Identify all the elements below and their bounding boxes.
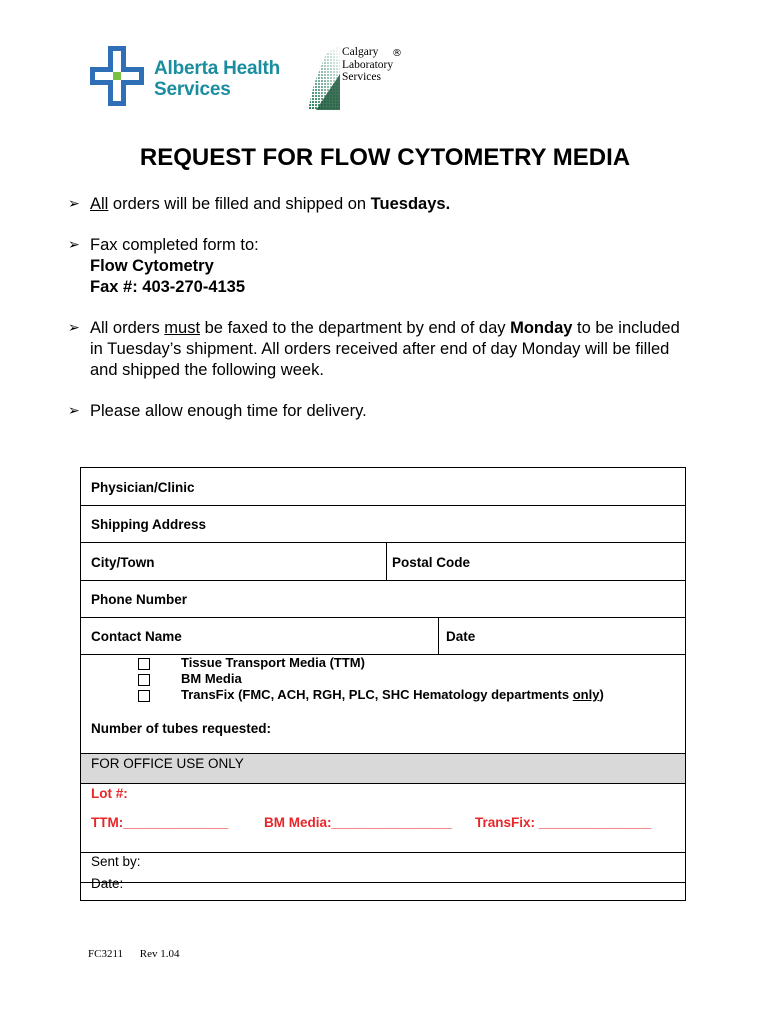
ttm-field[interactable]: TTM:______________ <box>91 815 229 830</box>
ahs-cross-icon <box>90 46 144 106</box>
transfix-checkbox[interactable] <box>138 690 150 702</box>
bm-media-checkbox[interactable] <box>138 674 150 686</box>
bullet-text <box>90 235 690 298</box>
sent-by-row[interactable] <box>81 853 685 883</box>
ttm-checkbox[interactable] <box>138 658 150 670</box>
emphasis-must: must <box>164 319 201 337</box>
date-label: Date <box>446 629 476 644</box>
ahs-line1: Alberta Health <box>154 58 281 79</box>
transfix-label <box>181 687 604 703</box>
registered-mark: ® <box>392 48 402 59</box>
phone-row[interactable] <box>81 581 685 618</box>
office-use-header <box>81 754 685 784</box>
bullet-deadline <box>68 318 688 384</box>
contact-field[interactable] <box>81 618 438 654</box>
office-use-label: FOR OFFICE USE ONLY <box>91 756 244 771</box>
sent-by-label: Sent by: <box>91 854 141 869</box>
office-lot-row <box>81 784 685 853</box>
ahs-line2: Services <box>154 79 231 100</box>
text-pre: All orders <box>90 319 165 337</box>
emphasis-all: All <box>90 195 109 213</box>
city-postal-row <box>81 543 685 581</box>
ahs-logo <box>90 46 290 106</box>
text-post: to be included in Tuesday’s shipment. All orders received after end of day Monday will be filled and shipped the following week. <box>90 319 680 379</box>
cls-line2: Laboratory <box>342 58 394 71</box>
city-label: City/Town <box>91 555 155 570</box>
contact-date-row <box>81 618 685 655</box>
form-code: FC3211 <box>88 948 124 960</box>
emphasis-only: only <box>572 687 600 702</box>
transfix-field[interactable]: TransFix: _______________ <box>475 815 652 830</box>
date-field[interactable] <box>439 618 685 654</box>
fax-department: Flow Cytometry <box>90 257 214 275</box>
arrow-bullet-icon: ➢ <box>68 403 80 419</box>
page-title: REQUEST FOR FLOW CYTOMETRY MEDIA <box>139 144 631 171</box>
cls-logo <box>306 44 446 114</box>
ttm-label: Tissue Transport Media (TTM) <box>181 655 365 670</box>
bullet-delivery <box>68 401 688 423</box>
cls-wordmark <box>342 46 393 84</box>
bm-media-field[interactable]: BM Media:________________ <box>264 815 452 830</box>
emphasis-monday: Monday <box>510 319 573 337</box>
lot-label[interactable]: Lot #: <box>91 786 128 801</box>
arrow-bullet-icon: ➢ <box>68 196 80 212</box>
office-date-row[interactable] <box>81 876 685 902</box>
ahs-wordmark <box>154 58 280 100</box>
phone-label: Phone Number <box>91 592 188 607</box>
postal-label: Postal Code <box>392 555 471 570</box>
physician-label: Physician/Clinic <box>91 480 195 495</box>
bullet-text: Please allow enough time for delivery. <box>90 402 367 420</box>
transfix-text: TransFix (FMC, ACH, RGH, PLC, SHC Hematology departments <box>181 687 573 702</box>
bullet-text <box>90 194 690 215</box>
physician-row[interactable] <box>81 468 685 506</box>
form-footer <box>88 948 194 960</box>
cls-line3: Services <box>342 71 381 83</box>
city-field[interactable] <box>81 543 386 580</box>
form-revision: Rev 1.04 <box>139 948 180 960</box>
shipping-label: Shipping Address <box>91 517 207 532</box>
arrow-bullet-icon: ➢ <box>68 320 80 336</box>
shipping-row[interactable] <box>81 506 685 543</box>
text-mid: be faxed to the department by end of day <box>200 319 511 337</box>
emphasis-tuesdays: Tuesdays. <box>370 195 451 213</box>
contact-label: Contact Name <box>91 629 182 644</box>
office-date-label: Date: <box>91 876 124 891</box>
arrow-bullet-icon: ➢ <box>68 237 80 253</box>
cls-line1: Calgary <box>342 46 379 58</box>
bullet-text-body: orders will be filled and shipped on <box>108 195 371 213</box>
tubes-label: Number of tubes requested: <box>91 721 272 736</box>
bm-media-label: BM Media <box>181 671 242 686</box>
cls-halftone-icon <box>306 44 342 112</box>
request-form <box>80 467 686 901</box>
bullet-fax <box>68 235 688 301</box>
fax-number: Fax #: 403-270-4135 <box>90 278 246 296</box>
bullet-text <box>90 318 690 381</box>
fax-instruction: Fax completed form to: <box>90 236 259 254</box>
bullet-shipping-day <box>68 194 688 216</box>
media-row <box>81 655 685 754</box>
transfix-close: ) <box>599 687 604 702</box>
postal-code-field[interactable] <box>387 543 685 580</box>
